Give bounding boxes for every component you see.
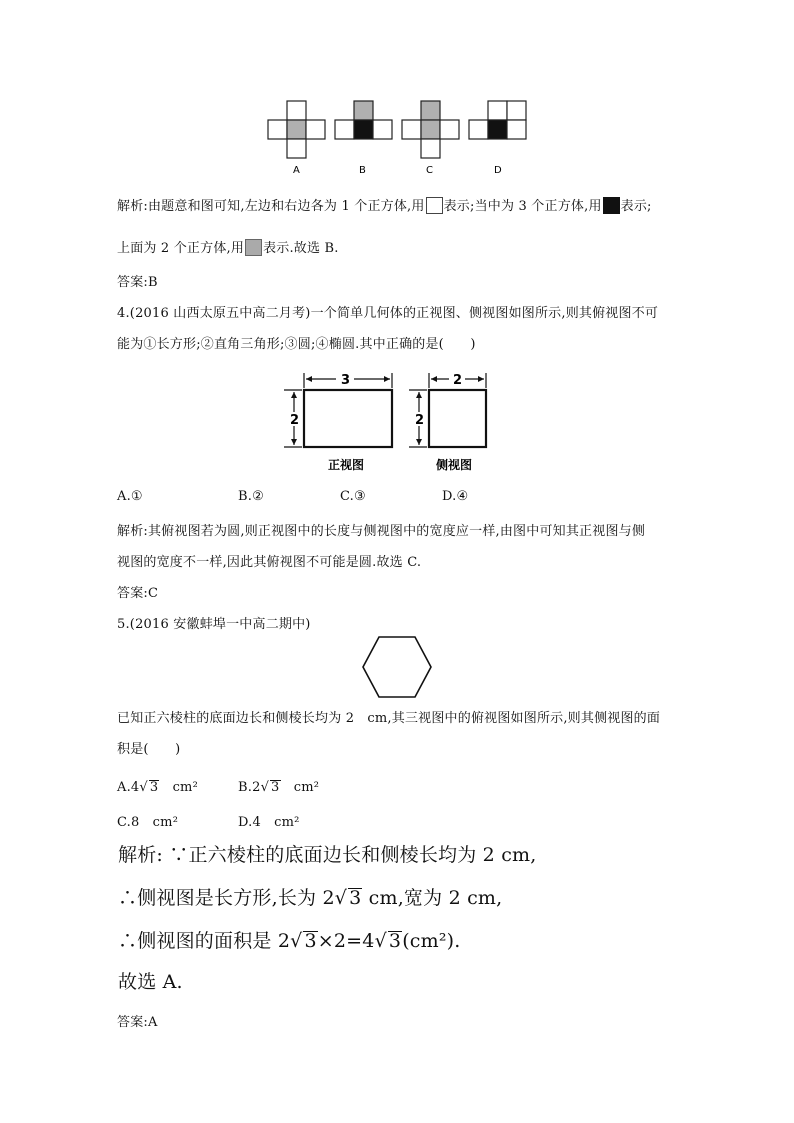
q5-analysis-line3-pre: ∴侧视图的面积是 2 (118, 930, 291, 952)
figure-option-b (335, 101, 392, 139)
side-view-caption: 侧视图 (436, 458, 473, 472)
q5-analysis-line3-post: (cm²). (402, 930, 461, 952)
white-square-icon (426, 197, 443, 214)
q5-stem-line2: 积是( ) (117, 742, 181, 757)
q4-option-c: C.③ (340, 489, 366, 504)
q3-analysis-text-a: 解析:由题意和图可知,左边和右边各为 1 个正方体,用 (117, 199, 425, 214)
q5-option-a-unit: cm² (159, 780, 198, 795)
front-view-caption: 正视图 (328, 458, 365, 472)
gray-square-icon (245, 239, 262, 256)
q4-answer: 答案:C (117, 586, 159, 601)
q3-analysis-text-d: 上面为 2 个正方体,用 (117, 241, 245, 256)
q3-analysis-text-b: 表示;当中为 3 个正方体,用 (443, 199, 602, 214)
q4-option-b: B.② (238, 489, 264, 504)
q5-analysis-line4: 故选 A. (118, 971, 183, 993)
q5-option-b-unit: cm² (280, 780, 320, 795)
figure-label-d: D (494, 165, 502, 176)
q5-analysis-line2: ∴侧视图是长方形,长为 2√ 3 cm,宽为 2 cm, (118, 887, 503, 909)
q3-analysis-line2 (117, 237, 339, 256)
option-figures (262, 98, 534, 178)
q4-views-figure (282, 370, 498, 478)
figure-label-c: C (426, 165, 433, 176)
q4-option-d: D.④ (442, 489, 469, 504)
q3-analysis-text-c: 表示; (620, 199, 652, 214)
hexagon-top-view (360, 635, 434, 699)
q5-option-b-coef: B.2 (238, 780, 261, 795)
figure-option-a (268, 101, 325, 158)
q5-analysis-line1: 解析: ∵正六棱柱的底面边长和侧棱长均为 2 cm, (118, 844, 537, 866)
q5-option-c: C.8 cm² (117, 815, 179, 830)
figure-label-a: A (293, 165, 300, 176)
front-width-label: 3 (341, 373, 351, 388)
q5-option-a: A.4√ 3 cm² (117, 780, 198, 795)
q3-answer: 答案:B (117, 275, 158, 290)
q5-analysis-line2-pre: ∴侧视图是长方形,长为 2 (118, 887, 335, 909)
figure-label-b: B (359, 165, 366, 176)
q5-analysis-line3-radicand2: 3 (388, 930, 402, 952)
q5-option-a-coef: A.4 (117, 780, 140, 795)
q5-analysis-line3-radicand1: 3 (304, 930, 317, 952)
q5-stem-line1: 已知正六棱柱的底面边长和侧棱长均为 2 cm,其三视图中的俯视图如图所示,则其侧视图的面 (117, 711, 661, 726)
figure-option-d (469, 101, 526, 139)
black-square-icon (603, 197, 620, 214)
q4-option-a: A.① (117, 489, 143, 504)
q5-option-a-radicand: 3 (149, 780, 159, 795)
q3-analysis-text-e: 表示.故选 B. (263, 241, 339, 256)
q5-analysis-line2-radicand: 3 (349, 887, 362, 909)
side-height-label: 2 (415, 413, 425, 428)
figure-option-c (402, 101, 459, 158)
q5-analysis-line3: ∴侧视图的面积是 2√ 3×2=4√ 3(cm²). (118, 930, 461, 952)
q5-answer: 答案:A (117, 1015, 158, 1030)
q4-stem-line1: 4.(2016 山西太原五中高二月考)一个简单几何体的正视图、侧视图如图所示,则其俯视图不可 (117, 306, 659, 321)
side-width-label: 2 (453, 373, 463, 388)
front-height-label: 2 (290, 413, 300, 428)
q4-analysis-line2: 视图的宽度不一样,因此其俯视图不可能是圆.故选 C. (117, 555, 422, 570)
q3-analysis-line1 (117, 195, 652, 214)
q4-analysis-line1: 解析:其俯视图若为圆,则正视图中的长度与侧视图中的宽度应一样,由图中可知其正视图与侧 (117, 524, 646, 539)
q5-option-b: B.2√ 3 cm² (238, 780, 320, 795)
q5-analysis-line3-mid: ×2=4 (317, 930, 375, 952)
q5-analysis-line2-post: cm,宽为 2 cm, (362, 887, 503, 909)
q5-stem-head: 5.(2016 安徽蚌埠一中高二期中) (117, 617, 311, 632)
q4-stem-line2: 能为①长方形;②直角三角形;③圆;④椭圆.其中正确的是( ) (117, 337, 476, 352)
q5-option-d: D.4 cm² (238, 815, 300, 830)
q5-option-b-radicand: 3 (271, 780, 280, 795)
